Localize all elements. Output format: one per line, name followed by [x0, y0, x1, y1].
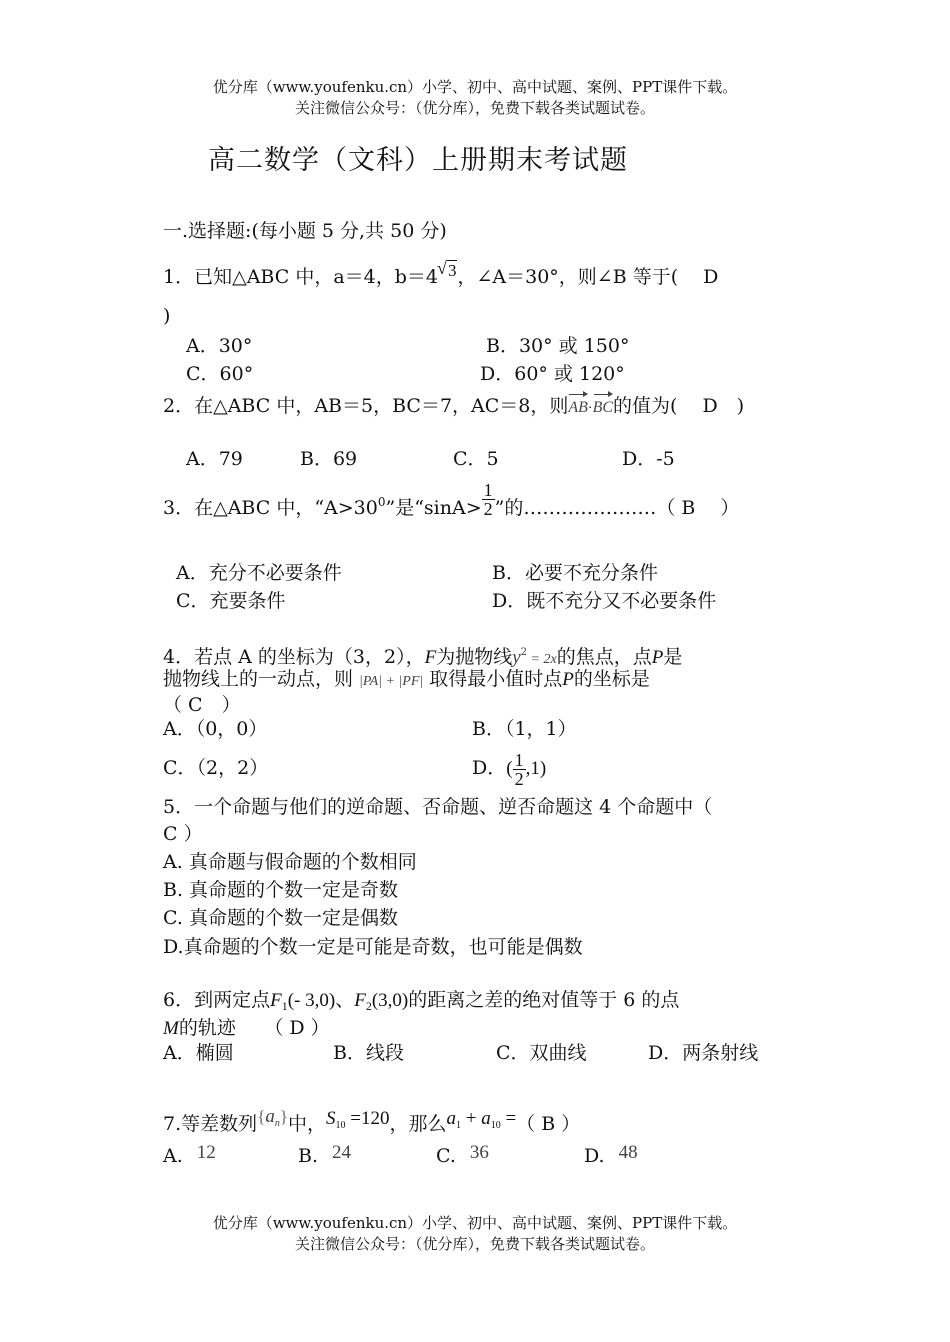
q7-option-c-label: C.: [436, 1145, 456, 1167]
header-line-1: 优分库（www.youfenku.cn）小学、初中、高中试题、案例、PPT课件下载。: [212, 78, 738, 96]
q2-stem-a: 2．在△ABC 中，AB＝5，BC＝7，AC＝8，则: [163, 395, 569, 417]
q7-stem-d: （ B ）: [516, 1113, 581, 1135]
q5-line-1: 5．一个命题与他们的逆命题、否命题、逆否命题这 4 个命题中（: [163, 796, 713, 818]
q4-option-d-open: (: [506, 758, 513, 779]
q3-option-d: D．既不充分又不必要条件: [492, 590, 717, 612]
q5-option-c: C. 真命题的个数一定是偶数: [163, 907, 398, 929]
q4-parabola-y: y: [512, 647, 521, 668]
q4-line2-c: 的坐标是: [573, 668, 650, 690]
q4-expression: |PA| + |PF|: [359, 674, 424, 689]
q7-stem: [163, 1104, 580, 1139]
section-heading: 一.选择题:(每小题 5 分,共 50 分): [163, 220, 447, 242]
q2-vector-bc: BC: [593, 395, 613, 421]
q7-a10-sub: 10: [490, 1120, 501, 1131]
q4-line1-c: 的焦点，点: [556, 646, 652, 668]
q5-line-2: C ）: [163, 823, 203, 845]
q4-d-frac-num: 1: [514, 749, 524, 770]
q7-s-value: =120: [345, 1108, 390, 1129]
q7-a1-sub: 1: [455, 1120, 461, 1131]
q4-line-2: [163, 666, 650, 695]
q3-option-a: A．充分不必要条件: [176, 562, 342, 584]
q4-answer-line: （ C ）: [163, 694, 241, 716]
q3-stem: [163, 478, 739, 532]
q6-f1-sub: 1: [281, 999, 288, 1013]
q2-stem-b: 的值为( D ): [613, 395, 745, 417]
q6-separator: 、: [335, 989, 355, 1011]
q2-option-a: A．79: [186, 448, 243, 470]
q7-stem-b: 中，: [287, 1113, 326, 1135]
q1-stem-a: 1．已知△ABC 中，a＝4，b＝4: [163, 266, 438, 288]
q3-degree-sup: 0: [377, 495, 386, 509]
q7-seq-close: }: [279, 1107, 288, 1126]
q7-s-sub: 10: [335, 1120, 346, 1131]
q4-line1-a: 4．若点 A 的坐标为（3，2），: [163, 646, 425, 668]
q7-s: S: [326, 1108, 336, 1129]
q7-option-b-label: B.: [298, 1145, 319, 1167]
q6-f2-sub: 2: [365, 999, 372, 1013]
q7-stem-c: ，那么: [389, 1113, 447, 1135]
q4-line2-a: 抛物线上的一动点，则: [163, 668, 354, 690]
q2-option-b: B．69: [300, 448, 358, 470]
q3-frac-num: 1: [483, 479, 493, 500]
q7-a10: a: [481, 1108, 491, 1129]
q6-option-c: C．双曲线: [496, 1042, 587, 1064]
q3-fraction: [482, 481, 495, 518]
q2-stem: [163, 393, 744, 422]
q4-parabola-exp: 2: [520, 647, 528, 658]
q6-option-a: A．椭圆: [163, 1042, 234, 1064]
q1-stem: [163, 258, 718, 290]
q1-option-c: C．60°: [186, 363, 254, 385]
q6-point-m: M: [163, 1018, 179, 1039]
q7-option-c-value: 36: [469, 1142, 489, 1163]
q4-d-frac-den: 2: [514, 768, 524, 789]
q7-seq-n: n: [274, 1118, 280, 1129]
q7-option-b: [298, 1140, 351, 1169]
q4-focus-f: F: [424, 647, 437, 668]
q1-close: ): [163, 305, 171, 327]
q4-option-b: B．（1，1）: [472, 718, 577, 740]
q1-option-b: B．30° 或 150°: [486, 335, 630, 357]
q3-stem-c: ”的…………………（ B ）: [494, 497, 740, 519]
q7-equals: =: [500, 1108, 517, 1129]
q7-option-d-value: 48: [618, 1142, 638, 1163]
footer-line-2: 关注微信公众号：（优分库），免费下载各类试题试卷。: [294, 1235, 655, 1253]
q7-option-a: [163, 1140, 216, 1169]
q4-point-p: P: [651, 647, 664, 668]
q6-line1-b: 的距离之差的绝对值等于 6 的点: [408, 989, 680, 1011]
q1-sqrt-value: 3: [447, 261, 457, 280]
q7-plus: +: [460, 1108, 482, 1129]
q7-stem-a: 7.等差数列: [163, 1113, 258, 1135]
q5-option-a: A. 真命题与假命题的个数相同: [163, 851, 417, 873]
q1-option-a: A．30°: [186, 335, 253, 357]
q3-option-b: B．必要不充分条件: [492, 562, 658, 584]
q7-a1: a: [446, 1108, 456, 1129]
q3-option-c: C．充要条件: [176, 590, 286, 612]
q1-sqrt: [438, 258, 458, 284]
q7-option-c: [436, 1140, 489, 1169]
q6-line2: 的轨迹 （ D ）: [178, 1017, 330, 1039]
header-line-2: 关注微信公众号：（优分库），免费下载各类试题试卷。: [294, 99, 655, 117]
q6-f1-coord: (- 3,0): [287, 990, 336, 1011]
q6-f2-coord: (3,0): [371, 990, 409, 1011]
q4-line1-d: 是: [663, 646, 683, 668]
q4-option-d-prefix: D．: [472, 757, 507, 779]
q7-option-d: [584, 1140, 638, 1169]
footer-line-1: 优分库（www.youfenku.cn）小学、初中、高中试题、案例、PPT课件下载。: [212, 1214, 738, 1232]
q6-line-2: [163, 1015, 330, 1042]
q4-line1-b: 为抛物线: [436, 646, 513, 668]
q6-f1: F: [270, 990, 282, 1011]
q6-option-d: D．两条射线: [648, 1042, 759, 1064]
q4-line2-b: 取得最小值时点: [429, 668, 563, 690]
q5-option-b: B. 真命题的个数一定是奇数: [163, 879, 399, 901]
q6-option-b: B．线段: [333, 1042, 404, 1064]
q4-option-a: A．（0，0）: [163, 718, 268, 740]
q5-option-d: D.真命题的个数一定是可能是奇数，也可能是偶数: [163, 936, 583, 958]
q4-option-d: [472, 746, 546, 791]
q4-parabola-rest: = 2x: [527, 652, 557, 667]
q3-frac-den: 2: [483, 498, 493, 519]
q3-stem-b: ”是“sinA>: [385, 497, 482, 519]
q7-option-b-value: 24: [332, 1142, 352, 1163]
q7-option-a-value: 12: [196, 1142, 216, 1163]
q4-option-d-fraction: [513, 751, 526, 788]
page-title: 高二数学（文科）上册期末考试题: [208, 145, 628, 176]
q3-stem-a: 3．在△ABC 中，“A>30: [163, 497, 378, 519]
q7-seq-a: a: [265, 1106, 275, 1127]
q7-option-d-label: D.: [584, 1145, 605, 1167]
q4-point-p2: P: [562, 669, 574, 690]
q7-option-a-label: A.: [163, 1145, 183, 1167]
q2-dot: ·: [587, 401, 593, 416]
q4-option-c: C．（2，2）: [163, 757, 269, 779]
q1-option-d: D．60° 或 120°: [480, 363, 625, 385]
q6-f2: F: [354, 990, 366, 1011]
q2-option-c: C．5: [453, 448, 499, 470]
q1-stem-b: ，∠A＝30°，则∠B 等于( D: [457, 266, 719, 288]
q2-vector-ab: AB: [568, 395, 588, 421]
q6-line1-a: 6．到两定点: [163, 989, 271, 1011]
q4-option-d-close: ,1): [525, 758, 547, 779]
q2-option-d: D．-5: [622, 448, 675, 470]
q7-seq-open: {: [257, 1107, 266, 1126]
